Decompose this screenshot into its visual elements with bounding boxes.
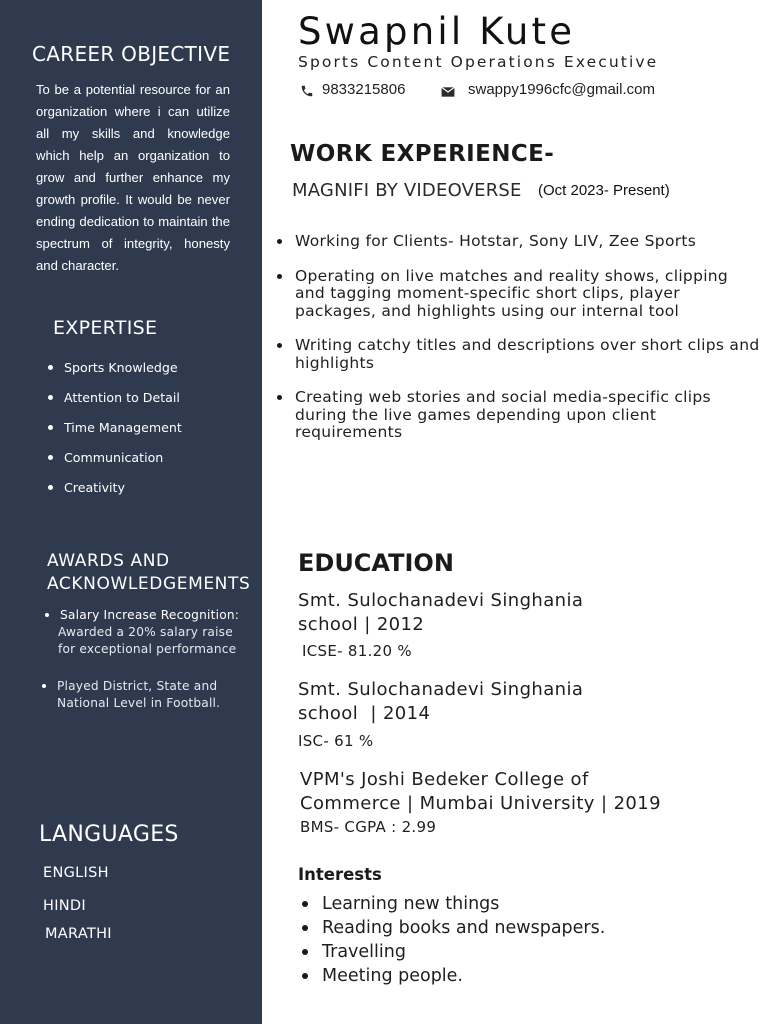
interest-item: Meeting people.: [302, 964, 605, 988]
school-year: Commerce | Mumbai University | 2019: [300, 793, 661, 814]
expertise-list: [48, 358, 182, 508]
candidate-name: Swapnil Kute: [298, 10, 576, 53]
sidebar: [0, 0, 262, 1024]
work-bullet: Creating web stories and social media-specific clips during the live games depending upon client requirements: [276, 389, 762, 442]
expertise-item: Attention to Detail: [48, 388, 182, 418]
phone-icon: [300, 84, 314, 98]
job-title: Sports Content Operations Executive: [298, 53, 659, 71]
award-item-football: [41, 678, 244, 712]
languages-heading: LANGUAGES: [39, 822, 179, 847]
school-year: school | 2014: [298, 703, 431, 724]
language-marathi: MARATHI: [45, 926, 112, 942]
language-english: ENGLISH: [43, 865, 109, 881]
school-name: Smt. Sulochanadevi Singhania: [298, 679, 584, 700]
work-bullet: Working for Clients- Hotstar, Sony LIV, Zee Sports: [276, 233, 762, 251]
phone-number: 9833215806: [322, 81, 406, 98]
award-item-salary: [44, 607, 244, 658]
education-result: ICSE- 81.20 %: [302, 642, 412, 660]
education-school: [298, 589, 583, 637]
awards-list: [44, 607, 244, 712]
envelope-icon: [441, 86, 455, 98]
expertise-item: Time Management: [48, 418, 182, 448]
school-name: Smt. Sulochanadevi Singhania: [298, 590, 584, 611]
interests-heading: Interests: [298, 865, 382, 884]
expertise-item: Creativity: [48, 478, 182, 508]
awards-heading-line1: AWARDS AND: [47, 551, 170, 571]
school-name: VPM's Joshi Bedeker College of: [300, 769, 589, 790]
interests-list: [302, 892, 605, 988]
education-heading: EDUCATION: [298, 549, 454, 577]
education-school: [300, 768, 661, 816]
education-school: [298, 678, 583, 726]
work-bullet: Operating on live matches and reality shows, clipping and tagging moment-specific short clips, player packages, and highlights using our internal tool: [276, 268, 762, 321]
expertise-heading: EXPERTISE: [53, 317, 158, 339]
language-hindi: HINDI: [43, 898, 86, 914]
email-address: swappy1996cfc@gmail.com: [468, 81, 655, 98]
award-item-text: Played District, State and National Level in Football.: [57, 679, 221, 710]
education-result: ISC- 61 %: [298, 732, 374, 750]
expertise-item: Sports Knowledge: [48, 358, 182, 388]
interest-item: Reading books and newspapers.: [302, 916, 605, 940]
career-objective-heading: CAREER OBJECTIVE: [32, 42, 231, 66]
work-responsibilities: [276, 233, 762, 459]
school-year: school | 2012: [298, 614, 425, 635]
interest-item: Travelling: [302, 940, 605, 964]
awards-heading-line2: ACKNOWLEDGEMENTS: [47, 574, 251, 594]
work-experience-heading: WORK EXPERIENCE-: [290, 141, 555, 167]
awards-heading: [47, 550, 250, 596]
company-name: MAGNIFI BY VIDEOVERSE: [292, 180, 522, 201]
expertise-item: Communication: [48, 448, 182, 478]
award-item-description: Awarded a 20% salary raise for exceptional performance: [58, 625, 237, 656]
education-result: BMS- CGPA : 2.99: [300, 818, 437, 836]
career-objective-text: To be a potential resource for an organization where i can utilize all my skills and knowledge which help an organization to grow and further enhance my growth profile. It would be never ending dedication to maintain the spectrum of integrity, honesty and character.: [36, 82, 230, 273]
work-bullet: Writing catchy titles and descriptions over short clips and highlights: [276, 337, 762, 372]
employment-period: (Oct 2023- Present): [538, 182, 670, 199]
award-item-title: Salary Increase Recognition:: [60, 608, 240, 622]
interest-item: Learning new things: [302, 892, 605, 916]
